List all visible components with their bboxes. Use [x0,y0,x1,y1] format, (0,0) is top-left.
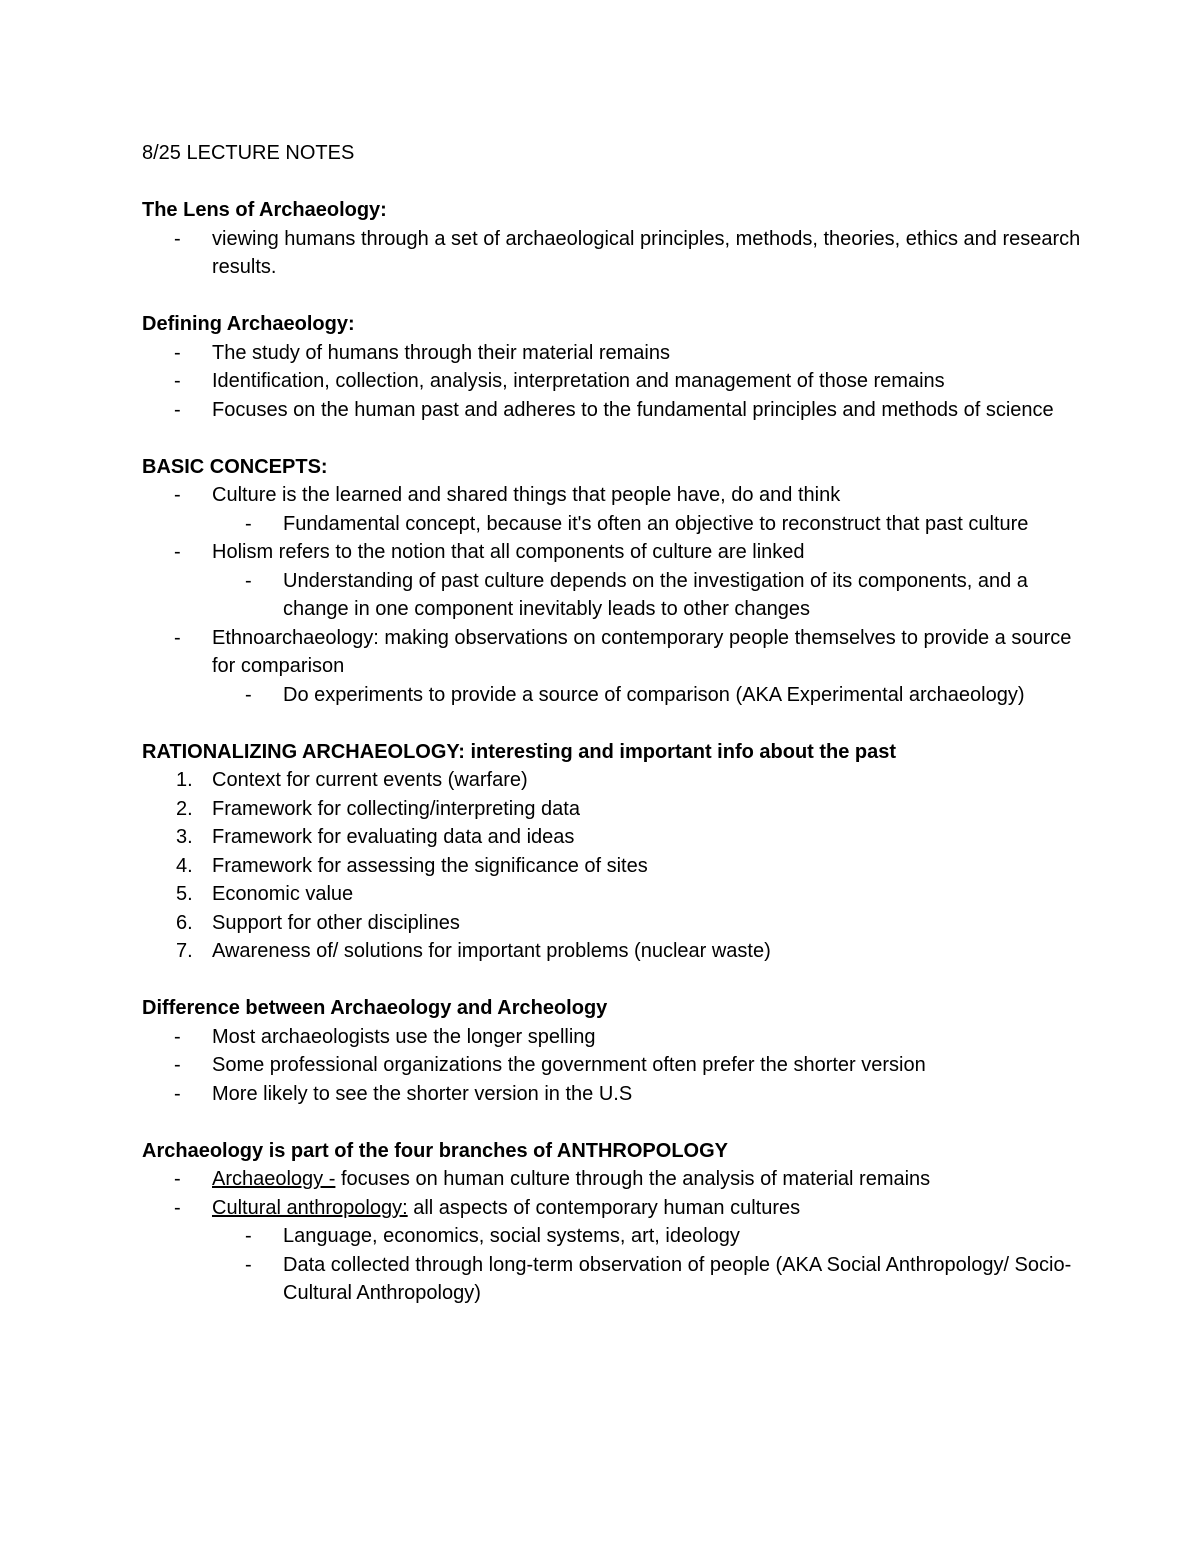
dash-bullet: - [174,1168,181,1190]
numbered-item: 6. Support for other disciplines [142,909,1082,938]
dash-bullet: - [174,1082,181,1105]
section-lens-of-archaeology [142,196,1082,282]
dash-bullet: - [245,569,252,592]
section-defining-archaeology [142,310,1082,424]
section-heading: The Lens of Archaeology: [142,199,387,221]
number-marker: 4. [176,854,193,877]
number-marker: 3. [176,826,193,848]
underlined-term: Cultural anthropology: [212,1196,408,1219]
list-item: - Focuses on the human past and adheres to the fundamental principles and methods of science [142,396,1082,425]
section-spelling-difference [142,994,1082,1108]
number-marker: 7. [176,940,193,962]
dash-bullet: - [174,1196,181,1219]
bullet-list [142,481,1082,709]
section-heading: Difference between Archaeology and Archeology [142,997,608,1019]
dash-bullet: - [174,626,181,649]
number-marker: 2. [176,797,193,820]
numbered-item: 7. Awareness of/ solutions for important problems (nuclear waste) [142,937,1082,966]
list-item: - Most archaeologists use the longer spelling [142,1023,1082,1052]
bullet-list [142,1023,1082,1109]
dash-bullet: - [174,341,181,364]
section-basic-concepts [142,453,1082,710]
dash-bullet: - [245,1225,252,1247]
document-page [142,139,1082,1336]
dash-bullet: - [245,1253,252,1276]
list-item: - The study of humans through their material remains [142,339,1082,368]
section-heading: BASIC CONCEPTS: [142,455,328,478]
section-heading: Defining Archaeology: [142,313,355,335]
list-item: - Cultural anthropology: all aspects of contemporary human cultures [142,1194,1082,1223]
section-branches-of-anthropology [142,1137,1082,1308]
underlined-term: Archaeology - [212,1168,336,1190]
sub-list-item: - Language, economics, social systems, art, ideology [142,1222,1082,1251]
list-item: - More likely to see the shorter version in the U.S [142,1080,1082,1109]
number-marker: 6. [176,911,193,934]
list-item: - Identification, collection, analysis, interpretation and management of those remains [142,367,1082,396]
numbered-list [142,766,1082,966]
dash-bullet: - [174,484,181,506]
list-item: - viewing humans through a set of archaeological principles, methods, theories, ethics and research results. [142,225,1082,282]
dash-bullet: - [174,370,181,392]
list-item: - Holism refers to the notion that all components of culture are linked [142,538,1082,567]
numbered-item: 2. Framework for collecting/interpreting data [142,795,1082,824]
document-title: 8/25 LECTURE NOTES [142,142,355,164]
bullet-list [142,225,1082,282]
dash-bullet: - [174,398,181,421]
sub-list-item: - Do experiments to provide a source of comparison (AKA Experimental archaeology) [142,681,1082,710]
section-heading: Archaeology is part of the four branches of ANTHROPOLOGY [142,1139,728,1162]
sub-list-item: - Understanding of past culture depends on the investigation of its components, and a change in one component inevitably leads to other changes [142,567,1082,624]
dash-bullet: - [174,1025,181,1048]
sub-list-item: - Fundamental concept, because it's often an objective to reconstruct that past culture [142,510,1082,539]
list-item: - Culture is the learned and shared things that people have, do and think [142,481,1082,510]
section-rationalizing-archaeology [142,738,1082,966]
bullet-list [142,1165,1082,1308]
list-item: - Some professional organizations the government often prefer the shorter version [142,1051,1082,1080]
sub-list-item: - Data collected through long-term observation of people (AKA Social Anthropology/ Socio-Cultural Anthropology) [142,1251,1082,1308]
list-item: - Ethnoarchaeology: making observations on contemporary people themselves to provide a source for comparison [142,624,1082,681]
numbered-item: 5. Economic value [142,880,1082,909]
numbered-item: 1. Context for current events (warfare) [142,766,1082,795]
number-marker: 1. [176,769,193,791]
numbered-item: 4. Framework for assessing the significance of sites [142,852,1082,881]
dash-bullet: - [245,512,252,535]
dash-bullet: - [174,227,181,250]
dash-bullet: - [245,683,252,706]
dash-bullet: - [174,541,181,563]
section-heading: RATIONALIZING ARCHAEOLOGY: interesting and important info about the past [142,740,897,763]
dash-bullet: - [174,1054,181,1076]
numbered-item: 3. Framework for evaluating data and ideas [142,823,1082,852]
bullet-list [142,339,1082,425]
number-marker: 5. [176,883,193,905]
list-item: - Archaeology - focuses on human culture through the analysis of material remains [142,1165,1082,1194]
